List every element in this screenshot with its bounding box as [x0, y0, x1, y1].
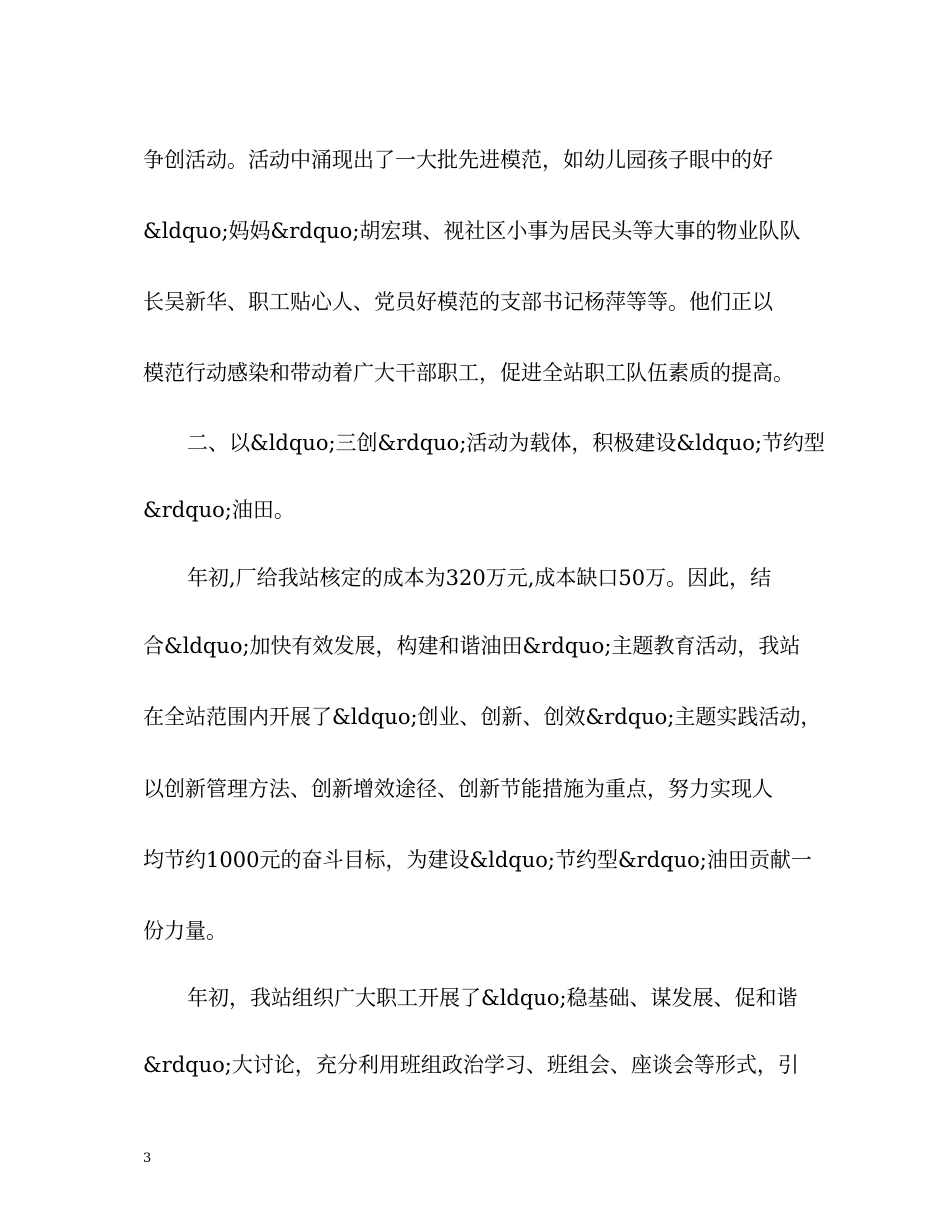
page-number: 3	[143, 1151, 152, 1166]
text-line: 份力量。	[143, 919, 227, 943]
text-line: 争创活动。活动中涌现出了一大批先进模范，如幼儿园孩子眼中的好	[143, 148, 773, 172]
text-line: 均节约1000元的奋斗目标，为建设&ldquo;节约型&rdquo;油田贡献一	[143, 848, 812, 872]
text-line: &rdquo;大讨论，充分利用班组政治学习、班组会、座谈会等形式，引	[143, 1053, 799, 1077]
text-line: &rdquo;油田。	[143, 498, 295, 522]
text-line-heading: 二、以&ldquo;三创&rdquo;活动为载体，积极建设&ldquo;节约型	[187, 431, 825, 455]
text-line: &ldquo;妈妈&rdquo;胡宏琪、视社区小事为居民头等大事的物业队队	[143, 219, 801, 243]
text-line-indented: 年初,厂给我站核定的成本为320万元,成本缺口50万。因此，结	[187, 566, 772, 590]
text-line: 以创新管理方法、创新增效途径、创新节能措施为重点，努力实现人	[143, 777, 773, 801]
text-line: 长吴新华、职工贴心人、党员好模范的支部书记杨萍等等。他们正以	[143, 290, 773, 314]
text-line: 模范行动感染和带动着广大干部职工，促进全站职工队伍素质的提高。	[143, 361, 794, 385]
text-line-indented: 年初，我站组织广大职工开展了&ldquo;稳基础、谋发展、促和谐	[187, 986, 798, 1010]
text-line: 合&ldquo;加快有效发展，构建和谐油田&rdquo;主题教育活动，我站	[143, 634, 801, 658]
text-line: 在全站范围内开展了&ldquo;创业、创新、创效&rdquo;主题实践活动，	[143, 705, 822, 729]
